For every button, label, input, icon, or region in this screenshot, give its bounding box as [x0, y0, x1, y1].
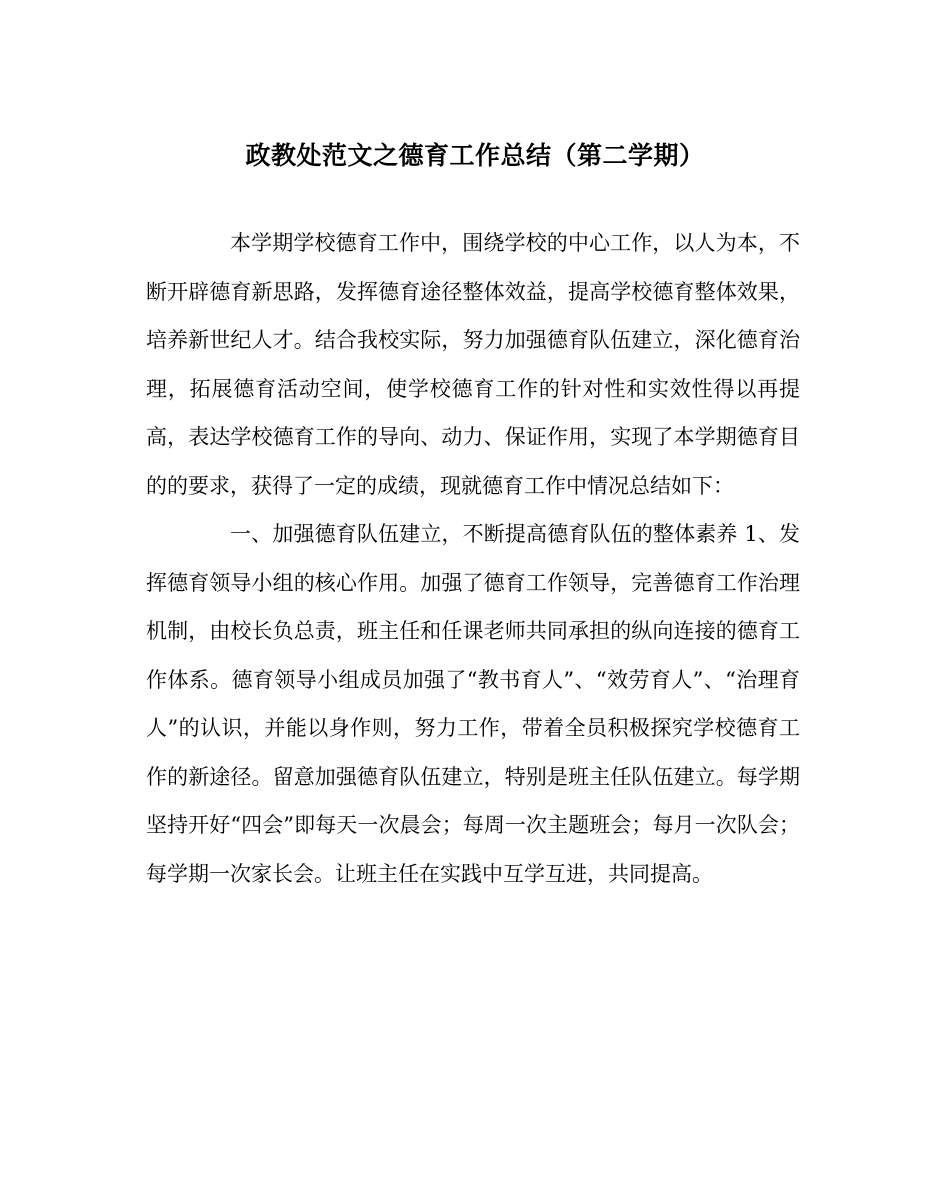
paragraph-intro: 本学期学校德育工作中，围绕学校的中心工作，以人为本，不断开辟德育新思路，发挥德育途径整体效益，提高学校德育整体效果，培养新世纪人才。结合我校实际，努力加强德育队伍建立，深化德育治理，拓展德育活动空间，使学校德育工作的针对性和实效性得以再提高，表达学校德育工作的导向、动力、保证作用，实现了本学期德育目的的要求，获得了一定的成绩，现就德育工作中情况总结如下：: [146, 231, 800, 498]
paragraph-section-one: 一、加强德育队伍建立，不断提高德育队伍的整体素养 1、发挥德育领导小组的核心作用。加强了德育工作领导，完善德育工作治理机制，由校长负总责，班主任和任课老师共同承担的纵向连接的德育工作体系。德育领导小组成员加强了“教书育人”、“效劳育人”、“治理育人”的认识，并能以身作则，努力工作，带着全员积极探究学校德育工作的新途径。留意加强德育队伍建立，特别是班主任队伍建立。每学期坚持开好“四会”即每天一次晨会；每周一次主题班会；每月一次队会；每学期一次家长会。让班主任在实践中互学互进，共同提高。: [146, 522, 800, 886]
document-title: 政教处范文之德育工作总结（第二学期）: [245, 141, 705, 170]
document-body: [146, 219, 800, 898]
